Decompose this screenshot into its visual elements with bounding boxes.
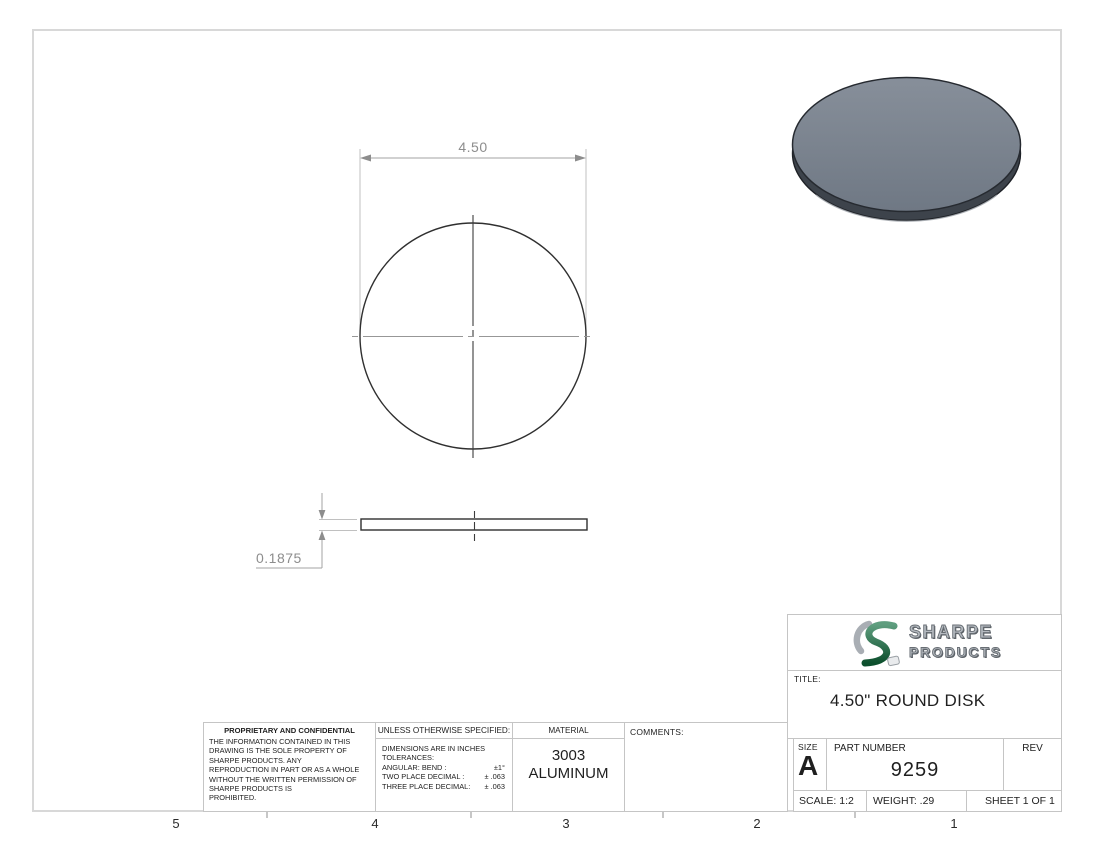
tolerance-value: ± .063 [484,782,505,791]
tolerance-box [375,722,513,812]
part-number-label: PART NUMBER [834,743,906,754]
tolerance-label: ANGULAR: BEND : [382,762,447,772]
proprietary-line: SHARPE PRODUCTS. ANY [209,755,302,765]
proprietary-title: PROPRIETARY AND CONFIDENTIAL [224,726,355,735]
material-value-line2: ALUMINUM [528,765,609,782]
logo-text-line1: SHARPE [909,622,994,642]
tolerance-value: ±1° [493,762,505,772]
logo-text-line2: PRODUCTS [909,644,1002,660]
zone-number-2: 2 [753,816,761,831]
tolerance-row [382,772,505,782]
rev-box [1003,738,1062,791]
zone-number-1: 1 [950,816,958,831]
proprietary-line: WITHOUT THE WRITTEN PERMISSION OF [209,774,357,784]
side-view [256,493,587,568]
title-label: TITLE: [794,674,821,684]
dim-arrow-right-icon [575,155,586,162]
thickness-dimension-text: 0.1875 [256,550,302,566]
proprietary-box [203,722,376,812]
tolerance-value: ± .063 [484,772,505,782]
proprietary-line: THE INFORMATION CONTAINED IN THIS [209,737,351,746]
proprietary-line: PROHIBITED. [209,793,257,803]
iso-disk-top [793,78,1021,212]
thickness-arrow-down-icon [319,510,326,520]
weight-value: WEIGHT: .29 [873,795,935,807]
tolerance-label: THREE PLACE DECIMAL: [382,782,471,791]
tolerance-header: UNLESS OTHERWISE SPECIFIED: [376,723,512,739]
proprietary-line: REPRODUCTION IN PART OR AS A WHOLE [209,765,360,775]
scale-value: SCALE: 1:2 [799,795,854,807]
spec-line: DIMENSIONS ARE IN INCHES [382,744,486,753]
size-value: A [798,750,819,781]
material-header: MATERIAL [513,723,624,739]
thickness-arrow-up-icon [319,531,326,541]
part-number-box [826,738,1004,791]
size-box [793,738,827,791]
material-box [512,722,625,812]
proprietary-line: DRAWING IS THE SOLE PROPERTY OF [209,746,347,756]
material-value-line1: 3003 [551,747,586,764]
weight-box [866,790,967,812]
zone-number-5: 5 [172,816,180,831]
sheet-box [966,790,1062,812]
dim-arrow-left-icon [360,155,371,162]
size-label: SIZE [798,742,818,752]
zone-number-4: 4 [371,816,379,831]
title-box [787,670,1062,739]
comments-box [624,722,788,812]
logo-box [787,614,1062,671]
zone-number-3: 3 [562,816,570,831]
rev-label: REV [1022,743,1043,754]
front-view [352,149,590,458]
spec-line: TOLERANCES: [382,753,435,763]
part-number-value: 9259 [890,759,940,781]
drawing-title: 4.50" ROUND DISK [830,691,986,710]
iso-view [793,78,1021,222]
sheet-value: SHEET 1 OF 1 [985,795,1055,807]
sharpe-logo-icon [848,617,908,669]
diameter-dimension-text: 4.50 [458,139,488,155]
tolerance-label: TWO PLACE DECIMAL : [382,772,465,782]
proprietary-text [204,735,375,803]
tolerance-row [382,763,505,773]
tolerance-row [382,782,505,792]
proprietary-line: SHARPE PRODUCTS IS [209,784,292,794]
scale-box [793,790,867,812]
comments-label: COMMENTS: [630,727,684,737]
